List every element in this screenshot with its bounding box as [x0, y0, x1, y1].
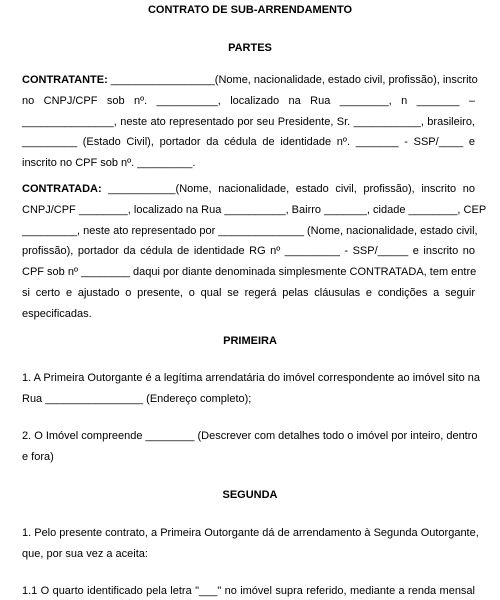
- contratada-line-5: CPF sob nº ________ daqui por diante denominada simplesmente CONTRATADA, tem entre: [22, 266, 477, 278]
- contratante-label: CONTRATANTE:: [22, 74, 108, 86]
- second-clause-1: [22, 523, 479, 565]
- section-heading-first: PRIMEIRA: [223, 335, 277, 347]
- contratada-line-3: _________, neste ato representado por ______________ (Nome, nacionalidade, estado civil,: [22, 224, 478, 237]
- section-heading-parties: PARTES: [228, 42, 272, 54]
- document-title: CONTRATO DE SUB-ARRENDAMENTO: [147, 4, 353, 16]
- contratada-paragraph: [22, 179, 487, 324]
- contratada-line-1-text: ___________(Nome, nacionalidade, estado civil, profissão), inscrito no: [101, 183, 475, 195]
- contratante-paragraph: [22, 70, 478, 174]
- contratada-label: CONTRATADA:: [22, 183, 102, 195]
- section-heading-second: SEGUNDA: [222, 489, 278, 501]
- second-clause-1-line-2: que, por sua vez a aceita:: [22, 547, 148, 560]
- contratante-line-2: no CNPJ/CPF sob nº. __________, localizado na Rua ________, n _______ –: [22, 94, 475, 107]
- contratada-line-6: si certo e ajustado o presente, o qual se regerá pelas cláusulas e condições a seguir: [22, 286, 475, 299]
- contratada-line-1: [22, 179, 475, 200]
- contratada-line-2: CNPJ/CPF ________, localizado na Rua __________, Bairro _______, cidade ________, CEP: [22, 203, 487, 216]
- first-clause-2-line-1: 2. O Imóvel compreende ________ (Descrever com detalhes todo o imóvel por inteiro, dentro: [22, 430, 478, 442]
- contratada-line-7: especificadas.: [22, 307, 92, 320]
- contratante-line-4: _________ (Estado Civil), portador da cédula de identidade nº. _______ - SSP/____ e: [22, 136, 475, 149]
- contratante-line-5: inscrito no CPF sob nº. _________.: [22, 157, 196, 169]
- contratante-line-1-text: _________________(Nome, nacionalidade, estado civil, profissão), inscrito: [107, 74, 478, 86]
- second-clause-1-line-1: 1. Pelo presente contrato, a Primeira Outorgante dá de arrendamento à Segunda Outorgante,: [22, 527, 479, 539]
- first-clause-1-line-1: 1. A Primeira Outorgante é a legítima arrendatária do imóvel correspondente ao imóvel sito na: [22, 372, 480, 384]
- first-clause-1-line-2: Rua ________________ (Endereço completo);: [22, 392, 252, 405]
- contratada-line-4: profissão), portador da cédula de identidade RG nº _________ - SSP/_____ e inscrito no: [22, 245, 475, 258]
- second-clause-1-1: [22, 581, 475, 600]
- second-clause-1-1-line-1: 1.1 O quarto identificado pela letra "___" no imóvel supra referido, mediante a renda mensal: [22, 585, 475, 597]
- first-clause-2: [22, 426, 478, 468]
- contratante-line-1: [22, 70, 478, 91]
- first-clause-2-line-2: e fora): [22, 450, 54, 463]
- first-clause-1: [22, 368, 480, 410]
- contratante-line-3: _______________, neste ato representado por seu Presidente, Sr. ___________, brasileiro,: [22, 115, 475, 128]
